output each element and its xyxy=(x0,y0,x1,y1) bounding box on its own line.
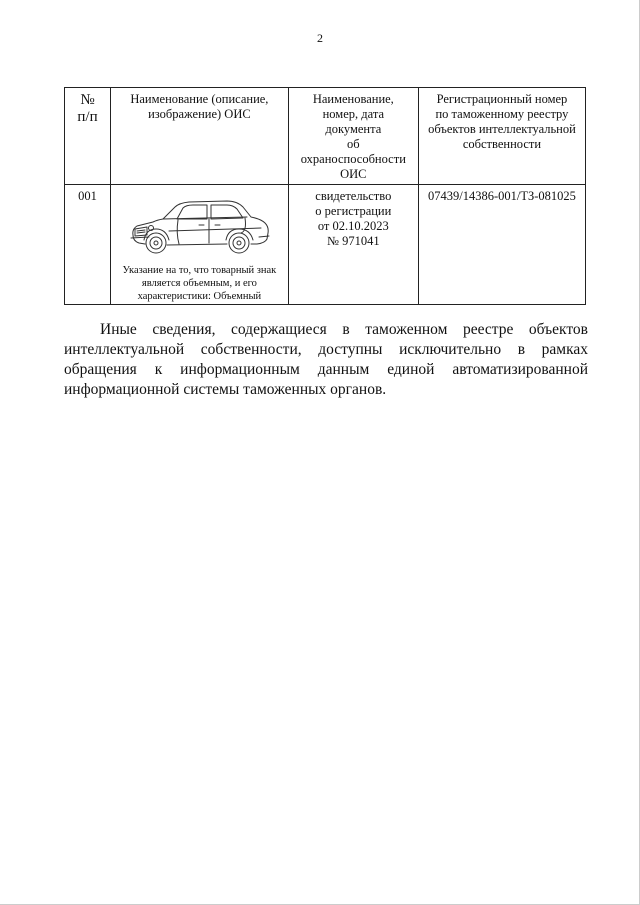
header-no xyxy=(65,88,111,185)
header-registry-line: объектов интеллектуальной xyxy=(428,122,576,136)
header-registry-line: по таможенному реестру xyxy=(435,107,569,121)
header-registry xyxy=(418,88,585,185)
car-icon xyxy=(123,193,273,263)
table-row xyxy=(65,185,586,305)
header-name-line: Наименование (описание, xyxy=(130,92,269,106)
header-registry-line: Регистрационный номер xyxy=(436,92,568,106)
header-document xyxy=(288,88,418,185)
cell-image xyxy=(111,185,289,305)
header-document-line: Наименование, xyxy=(312,92,394,106)
header-no-line: № xyxy=(80,92,95,108)
document-line: № 971041 xyxy=(327,234,380,248)
header-name-line: изображение) ОИС xyxy=(148,107,251,121)
registry-table xyxy=(64,87,586,305)
image-caption-line: является объемным, и его xyxy=(141,278,257,289)
header-no-line: п/п xyxy=(77,109,98,125)
header-document-line: документа xyxy=(325,122,382,136)
header-document-line: ОИС xyxy=(340,167,367,181)
cell-no: 001 xyxy=(65,185,111,305)
table-header-row xyxy=(65,88,586,185)
header-registry-line: собственности xyxy=(462,137,542,151)
document-line: о регистрации xyxy=(315,204,392,218)
document-line: свидетельство xyxy=(315,189,392,203)
body-paragraph: Иные сведения, содержащиеся в таможенном реестре объектов интеллектуальной собственности, доступны исключительно в рамках обращения к информационным данным единой автоматизированной информационной системы таможенных органов. xyxy=(64,321,588,398)
document-line: от 02.10.2023 xyxy=(317,219,389,233)
cell-document xyxy=(288,185,418,305)
image-caption xyxy=(113,264,286,303)
header-document-line: охраноспособности xyxy=(300,152,406,166)
header-document-line: номер, дата xyxy=(322,107,385,121)
header-document-line: об xyxy=(347,137,360,151)
page-number: 2 xyxy=(317,31,323,45)
cell-registry-number: 07439/14386-001/ТЗ-081025 xyxy=(418,185,585,305)
image-caption-line: характеристики: Объемный xyxy=(137,291,262,302)
header-name xyxy=(111,88,289,185)
image-caption-line: Указание на то, что товарный знак xyxy=(122,265,277,276)
